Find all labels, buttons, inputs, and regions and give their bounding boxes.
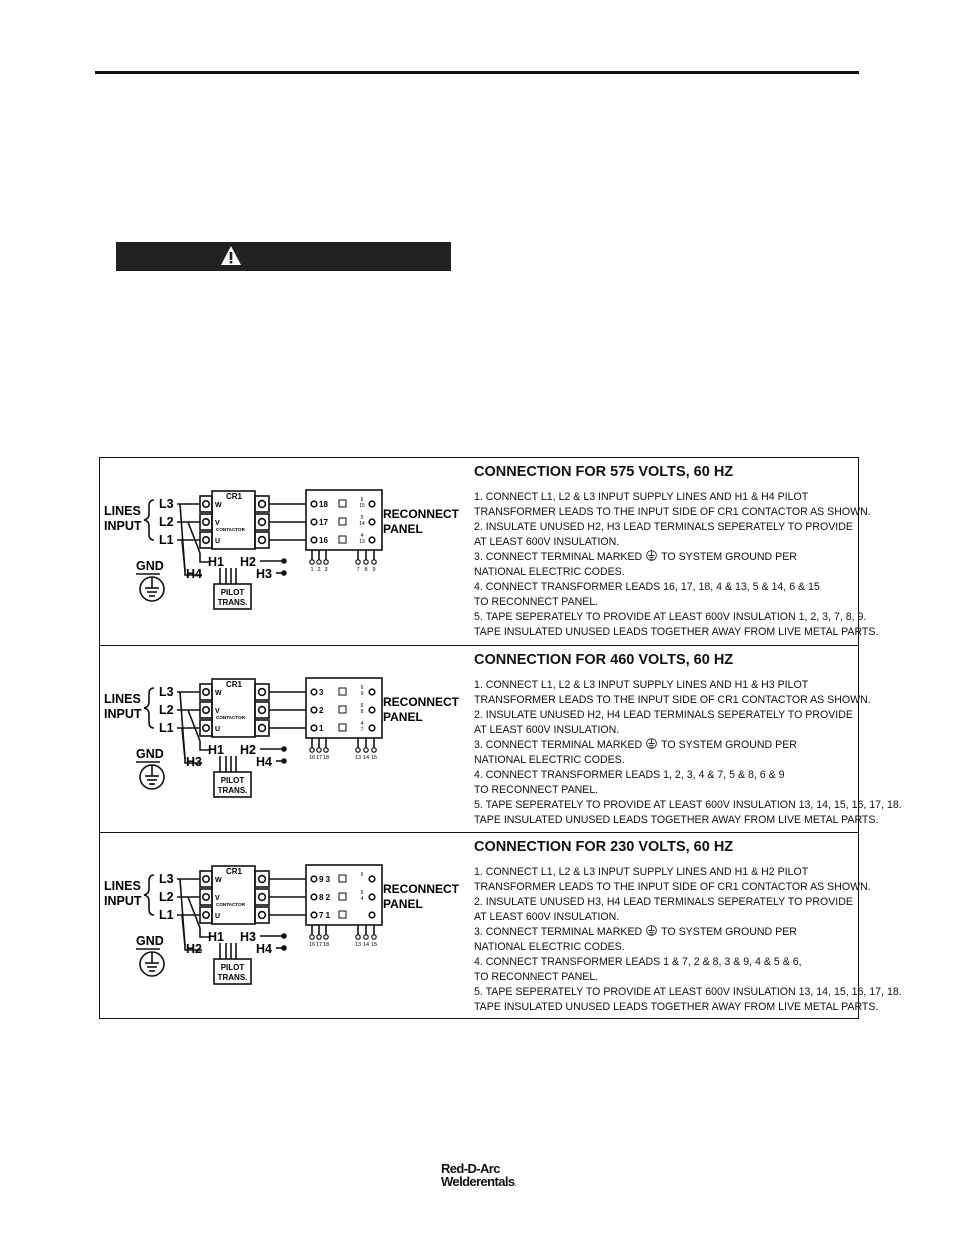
bottom-left-lead: 1 [310,567,314,573]
step-3-cont [474,753,854,768]
right-term-top: 4 [360,533,364,539]
reconnect-terminal-label: 1 [319,724,324,733]
bottom-left-lead: 16 [308,942,316,948]
step-text: 3. CONNECT TERMINAL MARKED [474,926,643,938]
w-label: W [215,877,222,884]
contactor-label: CONTACTOR [216,902,245,907]
step-text: NATIONAL ELECTRIC CODES. [474,754,625,766]
wiring-diagram [100,458,470,645]
terminal-screw-icon [203,689,209,695]
reconnect-terminal-label: 7 1 [319,911,331,920]
step-text: TAPE INSULATED UNUSED LEADS TOGETHER AWAY FROM LIVE METAL PARTS. [474,1001,879,1013]
step-4 [474,580,854,595]
v-label: V [215,895,220,902]
terminal-screw-icon [203,519,209,525]
contactor-label: CONTACTOR [216,527,245,532]
step-text: TO SYSTEM GROUND PER [661,926,797,938]
reconnect-label: RECONNECT [383,882,460,896]
instruction-steps [474,865,902,1015]
step-text: AT LEAST 600V INSULATION. [474,911,620,923]
gnd-label: GND [136,747,164,761]
step-text: NATIONAL ELECTRIC CODES. [474,941,625,953]
lines-label: LINES [104,879,141,893]
step-text: AT LEAST 600V INSULATION. [474,724,620,736]
bottom-right-lead: 14 [362,755,370,761]
ground-symbol-icon [646,738,657,749]
v-label: V [215,708,220,715]
brace-icon [144,875,154,915]
step-4-cont [474,595,854,610]
right-term-bottom: 8 [360,709,364,715]
step-text: 1. CONNECT L1, L2 & L3 INPUT SUPPLY LINES AND H1 & H4 PILOT [474,491,809,503]
step-4 [474,768,854,783]
section-title: CONNECTION FOR 230 VOLTS, 60 HZ [474,839,734,855]
step-text: 5. TAPE SEPERATELY TO PROVIDE AT LEAST 600V INSULATION 13, 14, 15, 16, 17, 18. [474,799,902,811]
step-2-cont [474,535,854,550]
terminal-screw-icon [259,519,266,526]
step-3 [474,738,854,753]
terminal-screw-icon [259,876,266,883]
connection-diagram-panel [99,457,902,1019]
right-term-bottom: 14 [359,521,365,527]
red-d-arc-logo [441,1162,516,1192]
terminal-screw-icon [259,912,266,919]
step-1 [474,865,854,880]
reconnect-terminal-label: 2 [319,706,324,715]
step-text: TAPE INSULATED UNUSED LEADS TOGETHER AWAY FROM LIVE METAL PARTS. [474,626,879,638]
right-term-bottom: 9 [360,691,364,697]
step-text: 5. TAPE SEPERATELY TO PROVIDE AT LEAST 600V INSULATION 13, 14, 15, 16, 17, 18. [474,986,902,998]
logo-mark: . [514,1182,516,1188]
ground-symbol-icon [646,550,657,561]
right-term-top: 4 [360,721,364,727]
h-right-top-label: H2 [240,743,256,757]
step-text: 2. INSULATE UNUSED H3, H4 LEAD TERMINALS SEPERATELY TO PROVIDE [474,896,853,908]
cr1-label: CR1 [226,680,243,689]
pilot-label: PILOT [220,588,245,597]
step-1-cont [474,693,871,708]
pilot-label: PILOT [220,963,245,972]
h-right-bottom-label: H4 [256,755,272,769]
lines-label: LINES [104,692,141,706]
step-1-cont [474,505,871,520]
step-text: TO SYSTEM GROUND PER [661,551,797,563]
step-text: 5. TAPE SEPERATELY TO PROVIDE AT LEAST 600V INSULATION 1, 2, 3, 7, 8, 9. [474,611,867,623]
right-term-top: 5 [360,890,364,896]
step-1 [474,490,854,505]
step-text: 4. CONNECT TRANSFORMER LEADS 1, 2, 3, 4 & 7, 5 & 8, 6 & 9 [474,769,785,781]
bottom-left-lead: 18 [322,942,330,948]
u-label: U [215,726,221,733]
step-3 [474,925,854,940]
step-2 [474,520,854,535]
right-term-bottom: 15 [359,503,365,509]
pilot-label: PILOT [220,776,245,785]
step-text: NATIONAL ELECTRIC CODES. [474,566,625,578]
reconnect-label: RECONNECT [383,695,460,709]
terminal-screw-icon [203,894,209,900]
step-text: 2. INSULATE UNUSED H2, H4 LEAD TERMINALS SEPERATELY TO PROVIDE [474,709,853,721]
header-rule [95,71,859,74]
reconnect-terminal-label: 3 [319,688,324,697]
connection-section-575v [100,458,879,645]
h1-label: H1 [208,555,224,569]
panel-label: PANEL [383,897,423,911]
terminal-screw-icon [203,876,209,882]
h-left-bottom-label: H2 [186,942,202,956]
terminal-screw-icon [259,501,266,508]
bottom-right-lead: 14 [362,942,370,948]
cr1-label: CR1 [226,492,243,501]
step-2 [474,895,854,910]
right-term-top: 5 [360,703,364,709]
terminal-screw-icon [259,707,266,714]
step-text: TRANSFORMER LEADS TO THE INPUT SIDE OF CR1 CONTACTOR AS SHOWN. [474,881,871,893]
bottom-right-lead: 15 [370,942,378,948]
bottom-left-lead: 3 [324,567,328,573]
gnd-label: GND [136,934,164,948]
step-text: TRANSFORMER LEADS TO THE INPUT SIDE OF CR1 CONTACTOR AS SHOWN. [474,694,871,706]
right-term-bottom: 7 [360,727,364,733]
right-term-bottom: 4 [360,896,364,902]
brace-icon [144,688,154,728]
logo-line-1: Red-D-Arc [441,1161,500,1176]
instruction-steps [474,678,902,828]
step-text: AT LEAST 600V INSULATION. [474,536,620,548]
section-title: CONNECTION FOR 460 VOLTS, 60 HZ [474,652,734,668]
step-5-cont [474,625,879,640]
l3-label: L3 [159,872,174,886]
u-label: U [215,913,221,920]
step-text: 1. CONNECT L1, L2 & L3 INPUT SUPPLY LINES AND H1 & H2 PILOT [474,866,809,878]
bottom-right-lead: 7 [356,567,360,573]
reconnect-label: RECONNECT [383,507,460,521]
l1-label: L1 [159,908,174,922]
reconnect-terminal-label: 8 2 [319,893,331,902]
w-label: W [215,690,222,697]
bottom-left-lead: 17 [315,942,323,948]
step-5-cont [474,1000,879,1015]
l1-label: L1 [159,721,174,735]
step-text: 4. CONNECT TRANSFORMER LEADS 16, 17, 18, 4 & 13, 5 & 14, 6 & 15 [474,581,820,593]
bottom-left-lead: 18 [322,755,330,761]
bottom-left-lead: 16 [308,755,316,761]
h1-label: H1 [208,930,224,944]
step-text: TRANSFORMER LEADS TO THE INPUT SIDE OF CR1 CONTACTOR AS SHOWN. [474,506,871,518]
step-3-cont [474,565,854,580]
step-text: 2. INSULATE UNUSED H2, H3 LEAD TERMINALS SEPERATELY TO PROVIDE [474,521,853,533]
input-label: INPUT [104,894,142,908]
trans-label: TRANS. [217,786,248,795]
step-2-cont [474,910,854,925]
input-label: INPUT [104,707,142,721]
step-text: TO RECONNECT PANEL. [474,971,599,983]
h-left-bottom-label: H3 [186,755,202,769]
bottom-right-lead: 9 [372,567,376,573]
instruction-steps [474,490,879,640]
trans-label: TRANS. [217,598,248,607]
step-5 [474,985,902,1000]
lines-label: LINES [104,504,141,518]
gnd-label: GND [136,559,164,573]
step-4-cont [474,970,854,985]
step-text: 3. CONNECT TERMINAL MARKED [474,739,643,751]
terminal-screw-icon [203,725,209,731]
h1-label: H1 [208,743,224,757]
step-text: 1. CONNECT L1, L2 & L3 INPUT SUPPLY LINES AND H1 & H3 PILOT [474,679,809,691]
step-text: TO RECONNECT PANEL. [474,596,599,608]
h-right-bottom-label: H3 [256,567,272,581]
step-text: TO SYSTEM GROUND PER [661,739,797,751]
terminal-screw-icon [203,912,209,918]
step-5-cont [474,813,879,828]
terminal-screw-icon [259,725,266,732]
warning-triangle-icon [219,244,243,268]
step-4 [474,955,854,970]
right-term-top: 6 [360,497,364,503]
bottom-right-lead: 15 [370,755,378,761]
warning-banner [116,242,451,271]
l3-label: L3 [159,497,174,511]
step-text: TAPE INSULATED UNUSED LEADS TOGETHER AWAY FROM LIVE METAL PARTS. [474,814,879,826]
h-right-top-label: H3 [240,930,256,944]
l2-label: L2 [159,890,174,904]
reconnect-terminal-label: 18 [319,500,328,509]
bottom-right-lead: 13 [354,942,362,948]
terminal-screw-icon [259,894,266,901]
panel-label: PANEL [383,522,423,536]
right-term-top: 5 [360,515,364,521]
h-right-bottom-label: H4 [256,942,272,956]
right-term-top: 6 [360,872,364,878]
w-label: W [215,502,222,509]
terminal-screw-icon [203,537,209,543]
bottom-left-lead: 2 [317,567,321,573]
l1-label: L1 [159,533,174,547]
step-2-cont [474,723,854,738]
bottom-right-lead: 13 [354,755,362,761]
l3-label: L3 [159,685,174,699]
reconnect-terminal-label: 16 [319,536,328,545]
l2-label: L2 [159,703,174,717]
contactor-label: CONTACTOR [216,715,245,720]
right-term-bottom: 13 [359,539,365,545]
reconnect-terminal-label: 9 3 [319,875,331,884]
reconnect-terminal-label: 17 [319,518,328,527]
step-text: 3. CONNECT TERMINAL MARKED [474,551,643,563]
step-5 [474,610,867,625]
v-label: V [215,520,220,527]
l2-label: L2 [159,515,174,529]
wiring-diagram [100,833,470,1020]
terminal-screw-icon [203,707,209,713]
right-term-top: 6 [360,685,364,691]
panel-label: PANEL [383,710,423,724]
terminal-screw-icon [203,501,209,507]
h-right-top-label: H2 [240,555,256,569]
terminal-screw-icon [259,689,266,696]
step-text: TO RECONNECT PANEL. [474,784,599,796]
step-text: 4. CONNECT TRANSFORMER LEADS 1 & 7, 2 & 8, 3 & 9, 4 & 5 & 6, [474,956,802,968]
logo-line-2: Welderentals [441,1174,515,1189]
h-left-bottom-label: H4 [186,567,202,581]
cr1-label: CR1 [226,867,243,876]
connection-section-460v [100,646,902,833]
brace-icon [144,500,154,540]
step-1 [474,678,854,693]
section-title: CONNECTION FOR 575 VOLTS, 60 HZ [474,464,734,480]
trans-label: TRANS. [217,973,248,982]
ground-symbol-icon [646,925,657,936]
terminal-screw-icon [259,537,266,544]
step-3-cont [474,940,854,955]
u-label: U [215,538,221,545]
input-label: INPUT [104,519,142,533]
bottom-right-lead: 8 [364,567,368,573]
step-5 [474,798,902,813]
connection-section-230v [100,833,902,1019]
bottom-left-lead: 17 [315,755,323,761]
step-2 [474,708,854,723]
step-4-cont [474,783,854,798]
step-1-cont [474,880,871,895]
step-3 [474,550,854,565]
wiring-diagram [100,646,470,833]
